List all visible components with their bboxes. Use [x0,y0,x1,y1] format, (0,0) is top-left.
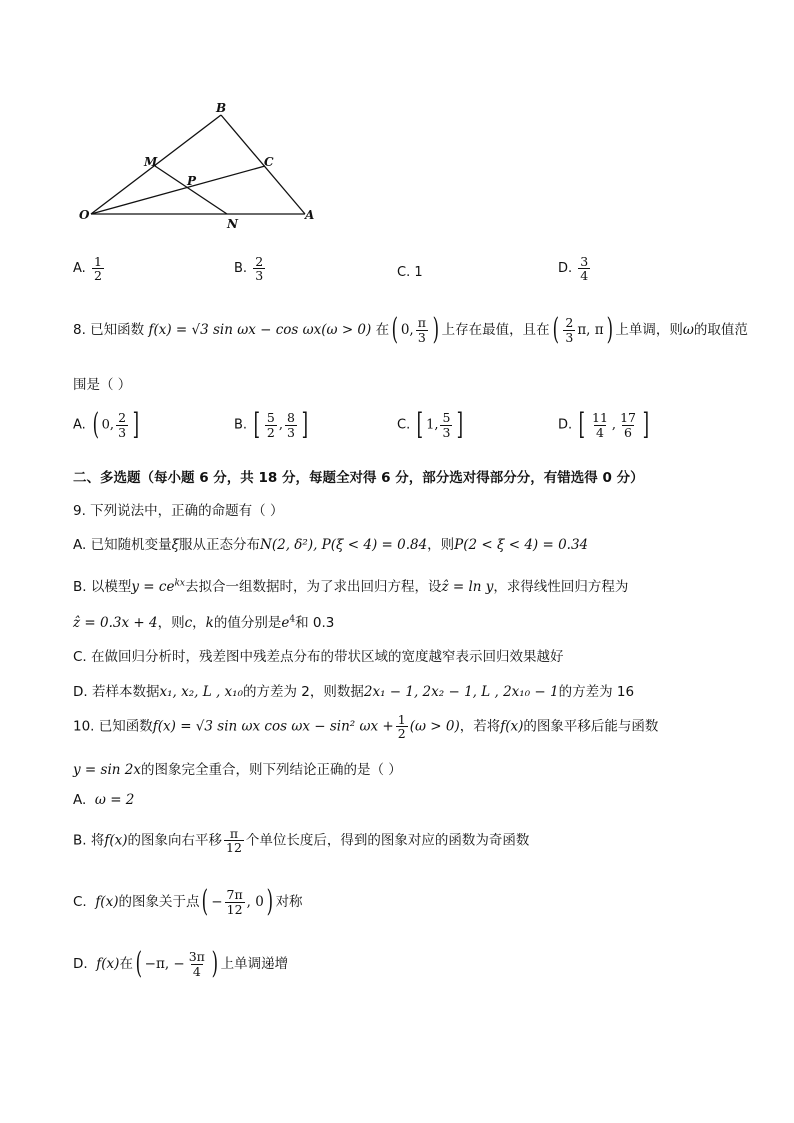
label-P: P [187,174,197,188]
q7-option-c[interactable]: C. 1 [397,265,423,280]
q9-option-d[interactable]: D. 若样本数据x₁, x₂, L , x₁₀的方差为 2，则数据2x₁ − 1, 2x₂ − 1, L , 2x₁₀ − 1的方差为 16 [73,684,635,700]
q10-option-b[interactable]: B. 将f(x)的图象向右平移 $\frac{\pi}{12}$ 个单位长度后，得到的图象对应的函数为奇函数 [73,826,530,856]
q7-option-d[interactable] [558,255,592,282]
q10-option-d[interactable]: D. f(x)在( −π, − $\frac{3\pi}{4}$ ) 上单调递增 [73,946,289,981]
label-M: M [144,155,158,169]
triangle-figure [75,100,325,235]
fraction: $\frac{1}{2}$ [93,254,102,284]
q8-option-c[interactable]: C. [ 1, $\frac{5}{3}$ ] [397,407,464,442]
q8-stem-line2: 围是（ ） [73,377,132,393]
q8-stem-line1: 8. 已知函数 f(x) = √3 sin ωx − cos ωx(ω > 0) 在( 0, $\frac{\pi}{3}$ ) 上存在最值，且在( $\frac{2}{3}$ π, π) 上单调，则ω的取值范 [73,312,748,347]
q9-stem: 9. 下列说法中，正确的命题有（ ） [73,503,284,519]
option-letter: B. [234,261,248,277]
fraction: $\frac{3}{4}$ [580,254,589,284]
q9-option-c[interactable]: C. 在做回归分析时，残差图中残差点分布的带状区域的宽度越窄表示回归效果越好 [73,649,564,665]
section-heading: 二、多选题（每小题 6 分，共 18 分，每题全对得 6 分，部分选对得部分分，有错选得 0 分） [73,470,644,486]
option-letter: A. [73,261,86,277]
q8-option-b[interactable]: B. [ $\frac{5}{2}$ , $\frac{8}{3}$ ] [234,407,309,442]
q10-option-c[interactable]: C. f(x)的图象关于点( − $\frac{7\pi}{12}$ , 0) 对称 [73,884,303,919]
label-O: O [79,208,90,222]
q8-option-a[interactable]: A. ( 0, $\frac{2}{3}$ ] [73,407,140,442]
q9-option-b-line2: ẑ = 0.3x + 4，则c，k的值分别是$e^4$和 0.3 [73,614,335,631]
label-B: B [216,101,227,115]
q9-option-b-line1[interactable]: B. 以模型$y = ce^{kx}$去拟合一组数据时，为了求出回归方程，设ẑ = ln y，求得线性回归方程为 [73,578,629,595]
option-letter: D. [558,261,573,277]
q10-option-a[interactable]: A. ω = 2 [73,792,135,808]
label-N: N [227,217,238,231]
q10-stem-line2: y = sin 2x的图象完全重合，则下列结论正确的是（ ） [73,762,402,778]
q7-option-a[interactable] [73,255,106,282]
q10-stem-line1: 10. 已知函数f(x) = √3 sin ωx cos ωx − sin² ωx + $\frac{1}{2}$ (ω > 0)，若将f(x)的图象平移后能与函数 [73,712,659,742]
q8-option-d[interactable]: D. [ $\frac{11}{4}$ , $\frac{17}{6}$ ] [558,407,650,442]
segment-OC [91,166,265,214]
fraction: $\frac{2}{3}$ [255,254,264,284]
label-A: A [305,208,315,222]
q7-option-b[interactable] [234,255,267,282]
label-C: C [264,155,274,169]
segment-BA [221,115,305,214]
q9-option-a[interactable]: A. 已知随机变量ξ服从正态分布N(2, δ²), P(ξ < 4) = 0.84，则P(2 < ξ < 4) = 0.34 [73,537,589,553]
